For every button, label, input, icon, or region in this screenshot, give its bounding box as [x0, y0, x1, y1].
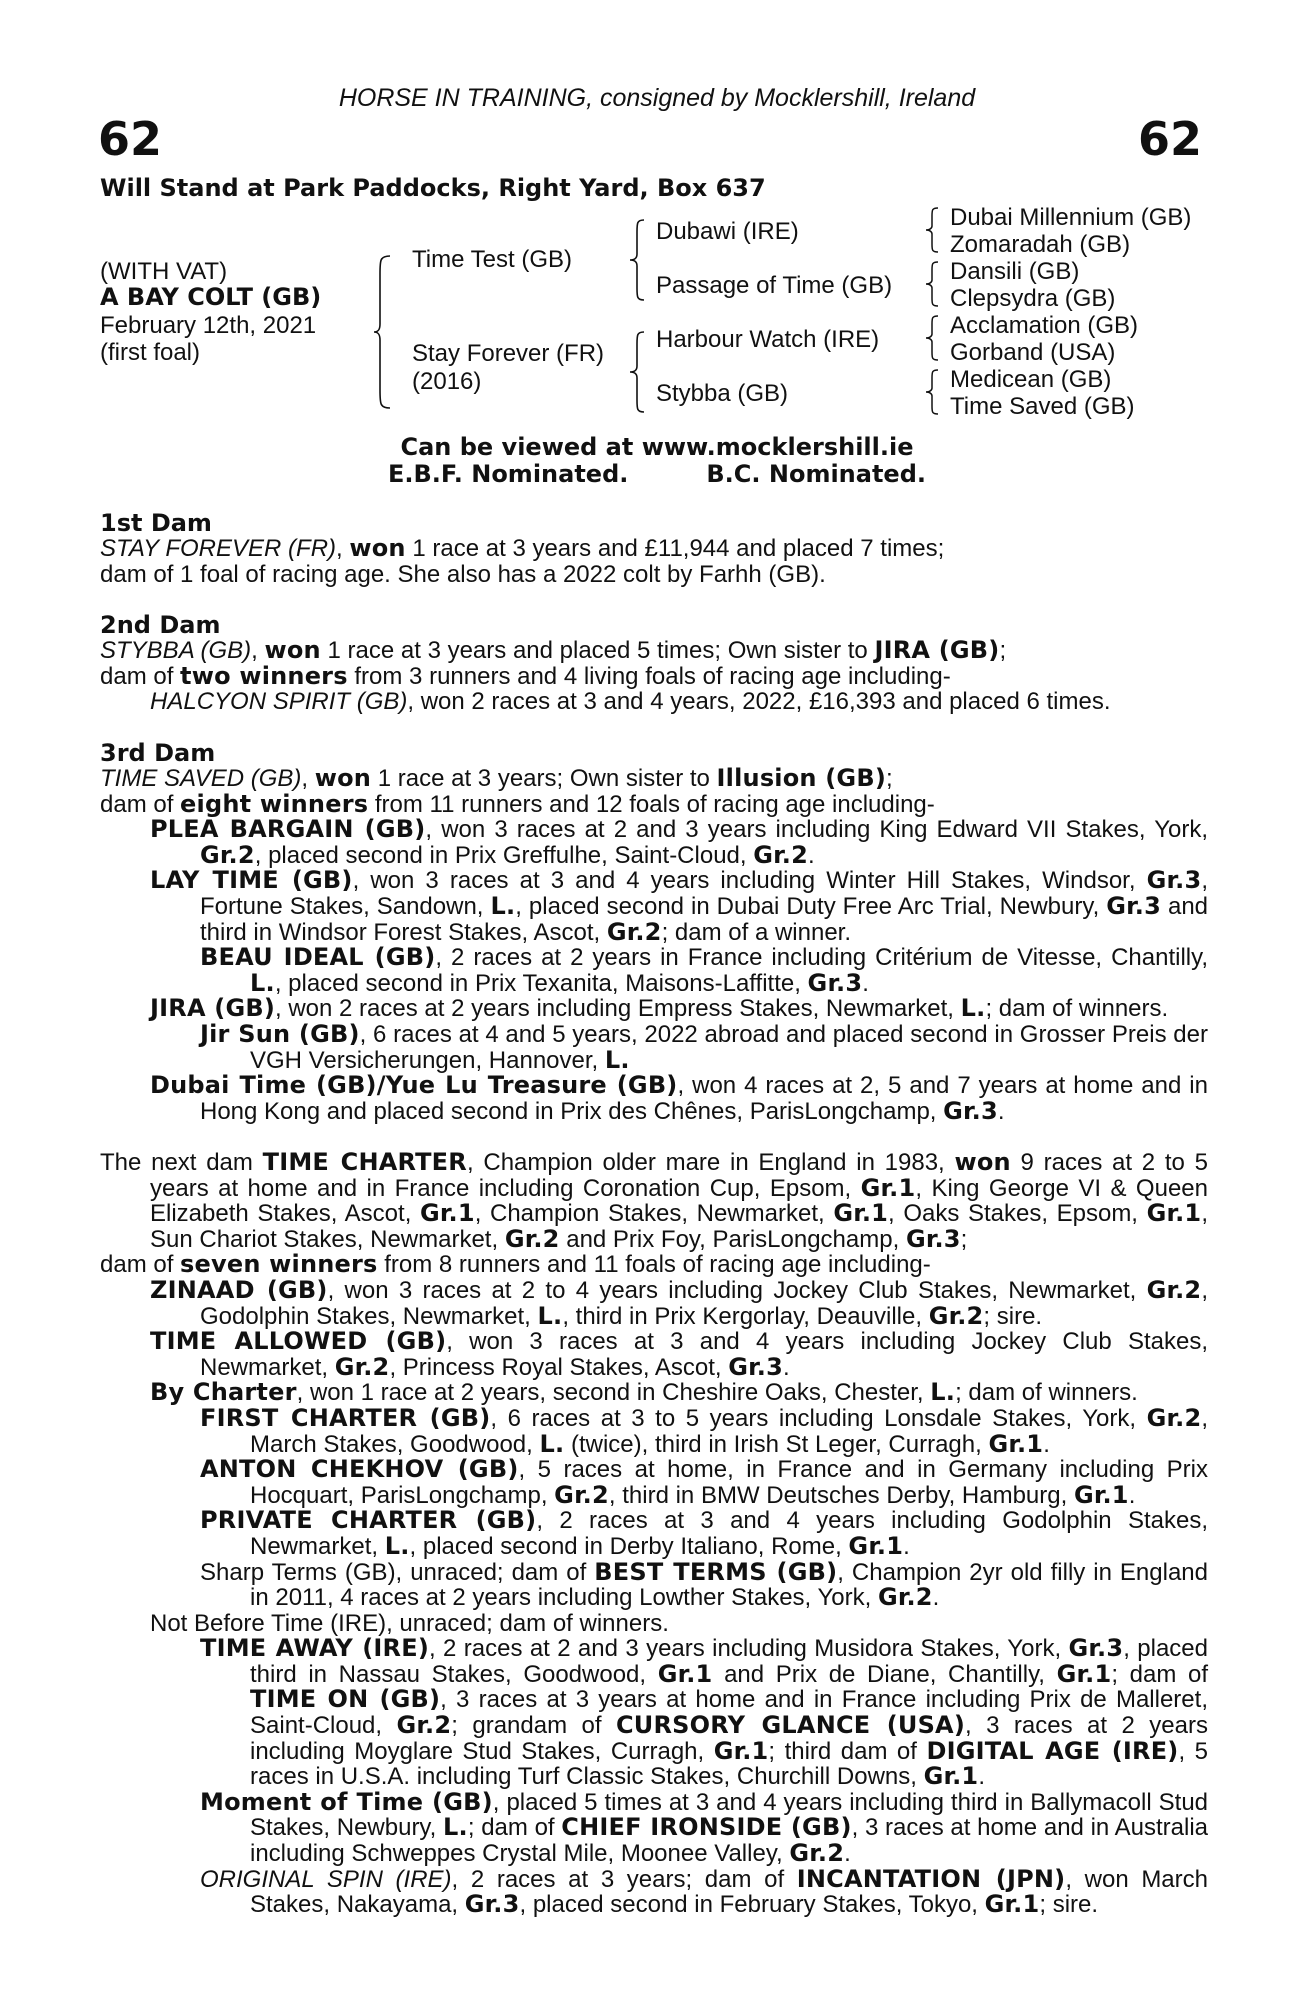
- second-dam-record: 1 race at 3 years and placed 5 times; Own sister to: [320, 637, 875, 664]
- pedigree-dam: Stay Forever (FR): [412, 340, 605, 367]
- first-dam-section: 1st Dam STAY FOREVER (FR), won 1 race at 3 years and £11,944 and placed 7 times; dam of 1 foal of racing age. She also has a 2022 colt by Farhh (GB).: [100, 510, 1208, 587]
- stand-location: Will Stand at Park Paddocks, Right Yard, Box 637: [100, 174, 766, 202]
- progeny-entry: BEAU IDEAL (GB), 2 races at 2 years in France including Critérium de Vitesse, Chantilly, L., placed second in Prix Texanita, Maisons-Laffitte, Gr.3.: [200, 943, 1208, 997]
- foal-note: (first foal): [100, 339, 201, 366]
- horse-name: ORIGINAL SPIN (IRE): [200, 1865, 452, 1893]
- horse-name: Jir Sun (GB): [200, 1019, 360, 1048]
- second-dam-section: 2nd Dam STYBBA (GB), won 1 race at 3 years and placed 5 times; Own sister to JIRA (GB); dam of two winners from 3 runners and 4 living foals of racing age including- HALCYON SPIRIT (GB), won 2 races at 3 and 4 years, 2022, £16,393 and placed 6 times.: [100, 612, 1208, 715]
- second-dam-produce: from 3 runners and 4 living foals of racing age including-: [347, 662, 951, 690]
- progeny-entry: By Charter, won 1 race at 2 years, second in Cheshire Oaks, Chester, L.; dam of winners.: [150, 1378, 1138, 1407]
- pedigree-brace-dam: [628, 330, 646, 414]
- progeny-entry: ANTON CHEKHOV (GB), 5 races at home, in France and in Germany including Prix Hocquart, ParisLongchamp, Gr.2, third in BMW Deutsches Derby, Hamburg, Gr.1.: [200, 1455, 1208, 1509]
- pedigree-g4: Clepsydra (GB): [950, 285, 1116, 312]
- horse-name: PLEA BARGAIN (GB): [150, 815, 426, 844]
- vat-note: (WITH VAT): [100, 258, 228, 285]
- horse-name: JIRA (GB): [150, 994, 275, 1023]
- progeny-entry: Jir Sun (GB), 6 races at 4 and 5 years, 2022 abroad and placed second in Grosser Preis der VGH Versicherungen, Hannover, L.: [200, 1019, 1208, 1074]
- punctuation: ;: [999, 637, 1007, 664]
- first-dam-name: STAY FOREVER (FR): [100, 535, 337, 562]
- first-dam-record: 1 race at 3 years and £11,944 and placed 7 times;: [405, 535, 945, 562]
- horse-name: TIME AWAY (IRE): [200, 1634, 429, 1663]
- halcyon-spirit: HALCYON SPIRIT (GB): [150, 688, 408, 716]
- third-dam-heading: 3rd Dam: [100, 739, 216, 767]
- pedigree-dam-year: (2016): [412, 368, 482, 395]
- ebf-note: E.B.F. Nominated.: [387, 460, 629, 488]
- progeny-entry: JIRA (GB), won 2 races at 2 years including Empress Stakes, Newmarket, L.; dam of winners.: [150, 994, 1169, 1023]
- punctuation: ;: [886, 765, 893, 792]
- progeny-entry: ORIGINAL SPIN (IRE), 2 races at 3 years; dam of INCANTATION (JPN), won March Stakes, Nakayama, Gr.3, placed second in February Stakes, Tokyo, Gr.1; sire.: [200, 1864, 1208, 1919]
- horse-name: By Charter: [150, 1378, 297, 1407]
- pedigree-sire: Time Test (GB): [412, 246, 573, 273]
- horse-description: A BAY COLT (GB): [100, 283, 322, 311]
- horse-name: TIME ALLOWED (GB): [150, 1327, 447, 1356]
- pedigree-g2: Zomaradah (GB): [950, 231, 1131, 258]
- winners-count: eight winners: [180, 789, 369, 818]
- bc-note: B.C. Nominated.: [706, 460, 927, 488]
- next-dam-section: The next dam TIME CHARTER, Champion older mare in England in 1983, won 9 races at 2 to 5 years at home and in France including Coronation Cup, Epsom, Gr.1, King George VI & Queen Elizabeth Stakes, Ascot, Gr.1, Champion Stakes, Newmarket, Gr.1, Oaks Stakes, Epsom, Gr.1, Sun Chariot Stakes, Newmarket, Gr.2 and Prix Foy, ParisLongchamp, Gr.3; dam of seven winners from 8 runners and 11 foals of racing age including- ZINAAD (GB), won 3 races at 2 to 4 years including Jockey Club Stakes, Newmarket, Gr.2, Godolphin Stakes, Newmarket, L., third in Prix Kergorlay, Deauville, Gr.2; sire. TIME ALLOWED (GB), won 3 races at 3 and 4 years including Jockey Club Stakes, Newmarket, Gr.2, Princess Royal Stakes, Ascot, Gr.3. By Charter, won 1 race at 2 years, second in Cheshire Oaks, Chester, L.; dam of winners. FIRST CHARTER (GB), 6 races at 3 to 5 years including Lonsdale Stakes, York, Gr.2, March Stakes, Goodwood, L. (twice), third in Irish St Leger, Curragh, Gr.1. ANTON CHEKHOV (GB), 5 races at home, in France and in Germany including Prix Hocquart, ParisLongchamp, Gr.2, third in BMW Deutsches Derby, Hamburg, Gr.1. PRIVATE CHARTER (GB), 2 races at 3 and 4 years including Godolphin Stakes, Newmarket, L., placed second in Derby Italiano, Rome, Gr.1. Sharp Terms (GB), unraced; dam of BEST TERMS (GB), Champion 2yr old filly in England in 2011, 4 races at 2 years including Lowther Stakes, York, Gr.2. Not Before Time (IRE), unraced; dam of winners. TIME AWAY (IRE), 2 races at 2 and 3 years including Musidora Stakes, York, Gr.3, placed third in Nassau Stakes, Goodwood, Gr.1 and Prix de Diane, Chantilly, Gr.1; dam of TIME ON (GB), 3 races at 3 years at home and in France including Prix de Malleret, Saint-Cloud, Gr.2; grandam of CURSORY GLANCE (USA), 3 races at 2 years including Moyglare Stud Stakes, Curragh, Gr.1; third dam of DIGITAL AGE (IRE), 5 races in U.S.A. including Turf Classic Stakes, Churchill Downs, Gr.1. Moment of Time (GB), placed 5 times at 3 and 4 years including third in Ballymacoll Stud Stakes, Newbury, L.; dam of CHIEF IRONSIDE (GB), 3 races at home and in Australia including Schweppes Crystal Mile, Moonee Valley, Gr.2. ORIGINAL SPIN (IRE), 2 races at 3 years; dam of INCANTATION (JPN), won March Stakes, Nakayama, Gr.3, placed second in February Stakes, Tokyo, Gr.1; sire.: [100, 1148, 1209, 1919]
- horse-name: ZINAAD (GB): [150, 1275, 328, 1304]
- sister-name: Illusion (GB): [716, 764, 886, 792]
- horse-name: BEAU IDEAL (GB): [200, 943, 436, 972]
- pedigree-brace-g2: [924, 260, 940, 308]
- progeny-entry: PLEA BARGAIN (GB), won 3 races at 2 and 3 years including King Edward VII Stakes, York, Gr.2, placed second in Prix Greffulhe, Saint-Cloud, Gr.2.: [150, 815, 1209, 869]
- pedigree-brace-main: [372, 254, 392, 410]
- pedigree-g3: Dansili (GB): [950, 258, 1080, 285]
- third-dam-name: TIME SAVED (GB): [100, 765, 302, 792]
- pedigree-brace-sire: [628, 218, 646, 302]
- third-dam-section: 3rd Dam TIME SAVED (GB), won 1 race at 3 years; Own sister to Illusion (GB); dam of eight winners from 11 runners and 12 foals of racing age including- PLEA BARGAIN (GB), won 3 races at 2 and 3 years including King Edward VII Stakes, York, Gr.2, placed second in Prix Greffulhe, Saint-Cloud, Gr.2. LAY TIME (GB), won 3 races at 3 and 4 years including Winter Hill Stakes, Windsor, Gr.3, Fortune Stakes, Sandown, L., placed second in Dubai Duty Free Arc Trial, Newbury, Gr.3 and third in Windsor Forest Stakes, Ascot, Gr.2; dam of a winner. BEAU IDEAL (GB), 2 races at 2 years in France including Critérium de Vitesse, Chantilly, L., placed second in Prix Texanita, Maisons-Laffitte, Gr.3. JIRA (GB), won 2 races at 2 years including Empress Stakes, Newmarket, L.; dam of winners. Jir Sun (GB), 6 races at 4 and 5 years, 2022 abroad and placed second in Grosser Preis der VGH Versicherungen, Hannover, L. Dubai Time (GB)/Yue Lu Treasure (GB), won 4 races at 2, 5 and 7 years at home and in Hong Kong and placed second in Prix des Chênes, ParisLongchamp, Gr.3.: [100, 739, 1209, 1125]
- progeny-entry: Sharp Terms (GB), unraced; dam of BEST TERMS (GB), Champion 2yr old filly in England in 2011, 4 races at 2 years including Lowther Stakes, York, Gr.2.: [200, 1557, 1209, 1612]
- progeny-entry: TIME ALLOWED (GB), won 3 races at 3 and 4 years including Jockey Club Stakes, Newmarket, Gr.2, Princess Royal Stakes, Ascot, Gr.3.: [150, 1327, 1209, 1381]
- pedigree-g1: Dubai Millennium (GB): [950, 204, 1192, 231]
- nomination-notes: [0, 434, 1314, 488]
- second-dam-name: STYBBA (GB): [100, 637, 252, 664]
- lot-number-left: 62: [98, 112, 163, 166]
- progeny-entry: ZINAAD (GB), won 3 races at 2 to 4 years including Jockey Club Stakes, Newmarket, Gr.2, Godolphin Stakes, Newmarket, L., third in Prix Kergorlay, Deauville, Gr.2; sire.: [150, 1275, 1208, 1330]
- sister-name: JIRA (GB): [874, 636, 1000, 664]
- horse-name: ANTON CHEKHOV (GB): [200, 1455, 519, 1484]
- lot-number-right: 62: [1137, 112, 1202, 166]
- progeny-entry: PRIVATE CHARTER (GB), 2 races at 3 and 4 years including Godolphin Stakes, Newmarket, L., placed second in Derby Italiano, Rome, Gr.1.: [200, 1506, 1209, 1560]
- dam-of-label: dam of: [100, 662, 181, 690]
- horse-name: Moment of Time (GB): [200, 1787, 493, 1816]
- horse-name: FIRST CHARTER (GB): [200, 1403, 491, 1432]
- pedigree-g8: Time Saved (GB): [950, 393, 1135, 420]
- progeny-entry: LAY TIME (GB), won 3 races at 3 and 4 years including Winter Hill Stakes, Windsor, Gr.3, Fortune Stakes, Sandown, L., placed second in Dubai Duty Free Arc Trial, Newbury, Gr.3 and third in Windsor Forest Stakes, Ascot, Gr.2; dam of a winner.: [150, 866, 1209, 946]
- won-label: won: [349, 534, 406, 562]
- pedigree-sire-dam: Passage of Time (GB): [656, 272, 893, 299]
- progeny-entry: TIME AWAY (IRE), 2 races at 2 and 3 years including Musidora Stakes, York, Gr.3, placed third in Nassau Stakes, Goodwood, Gr.1 and Prix de Diane, Chantilly, Gr.1; dam of TIME ON (GB), 3 races at 3 years at home and in France including Prix de Malleret, Saint-Cloud, Gr.2; grandam of CURSORY GLANCE (USA), 3 races at 2 years including Moyglare Stud Stakes, Curragh, Gr.1; third dam of DIGITAL AGE (IRE), 5 races in U.S.A. including Turf Classic Stakes, Churchill Downs, Gr.1.: [200, 1634, 1208, 1791]
- pedigree-g5: Acclamation (GB): [950, 312, 1139, 339]
- foaling-date: February 12th, 2021: [100, 312, 317, 339]
- consignor-line: HORSE IN TRAINING, consigned by Mocklershill, Ireland: [338, 84, 976, 112]
- pedigree-brace-g3: [924, 314, 940, 362]
- first-dam-heading: 1st Dam: [100, 509, 212, 537]
- horse-name: Dubai Time (GB)/Yue Lu Treasure (GB): [150, 1071, 678, 1100]
- pedigree-sire-sire: Dubawi (IRE): [656, 218, 799, 245]
- winners-count: two winners: [180, 661, 348, 690]
- won-label: won: [314, 764, 372, 792]
- horse-name: BEST TERMS (GB): [594, 1557, 838, 1586]
- second-dam-heading: 2nd Dam: [100, 611, 221, 639]
- pedigree-g6: Gorband (USA): [950, 339, 1116, 366]
- pedigree-dam-sire: Harbour Watch (IRE): [656, 326, 880, 353]
- viewing-note: Can be viewed at www.mocklershill.ie: [400, 433, 914, 461]
- won-label: won: [264, 636, 321, 664]
- first-dam-produce: dam of 1 foal of racing age. She also has a 2022 colt by Farhh (GB).: [100, 560, 826, 588]
- dam-of-label: dam of: [100, 790, 181, 818]
- third-dam-produce: from 11 runners and 12 foals of racing age including-: [368, 790, 935, 818]
- horse-name: PRIVATE CHARTER (GB): [200, 1506, 537, 1535]
- pedigree-brace-g4: [924, 368, 940, 416]
- pedigree-dam-dam: Stybba (GB): [656, 380, 789, 407]
- progeny-entry: FIRST CHARTER (GB), 6 races at 3 to 5 years including Lonsdale Stakes, York, Gr.2, March Stakes, Goodwood, L. (twice), third in Irish St Leger, Curragh, Gr.1.: [200, 1403, 1209, 1458]
- pedigree-brace-g1: [924, 206, 940, 254]
- horse-name: LAY TIME (GB): [150, 866, 353, 895]
- progeny-entry: Not Before Time (IRE), unraced; dam of winners.: [150, 1609, 669, 1637]
- third-dam-record: 1 race at 3 years; Own sister to: [371, 765, 717, 792]
- next-dam-name: TIME CHARTER: [262, 1148, 467, 1176]
- pedigree-g7: Medicean (GB): [950, 366, 1112, 393]
- progeny-entry: Moment of Time (GB), placed 5 times at 3 and 4 years including third in Ballymacoll Stud Stakes, Newbury, L.; dam of CHIEF IRONSIDE (GB), 3 races at home and in Australia including Schweppes Crystal Mile, Moonee Valley, Gr.2.: [200, 1787, 1209, 1868]
- progeny-entry: Dubai Time (GB)/Yue Lu Treasure (GB), won 4 races at 2, 5 and 7 years at home and in Hong Kong and placed second in Prix des Chênes, ParisLongchamp, Gr.3.: [150, 1071, 1208, 1125]
- halcyon-record: , won 2 races at 3 and 4 years, 2022, £16,393 and placed 6 times.: [407, 688, 1111, 716]
